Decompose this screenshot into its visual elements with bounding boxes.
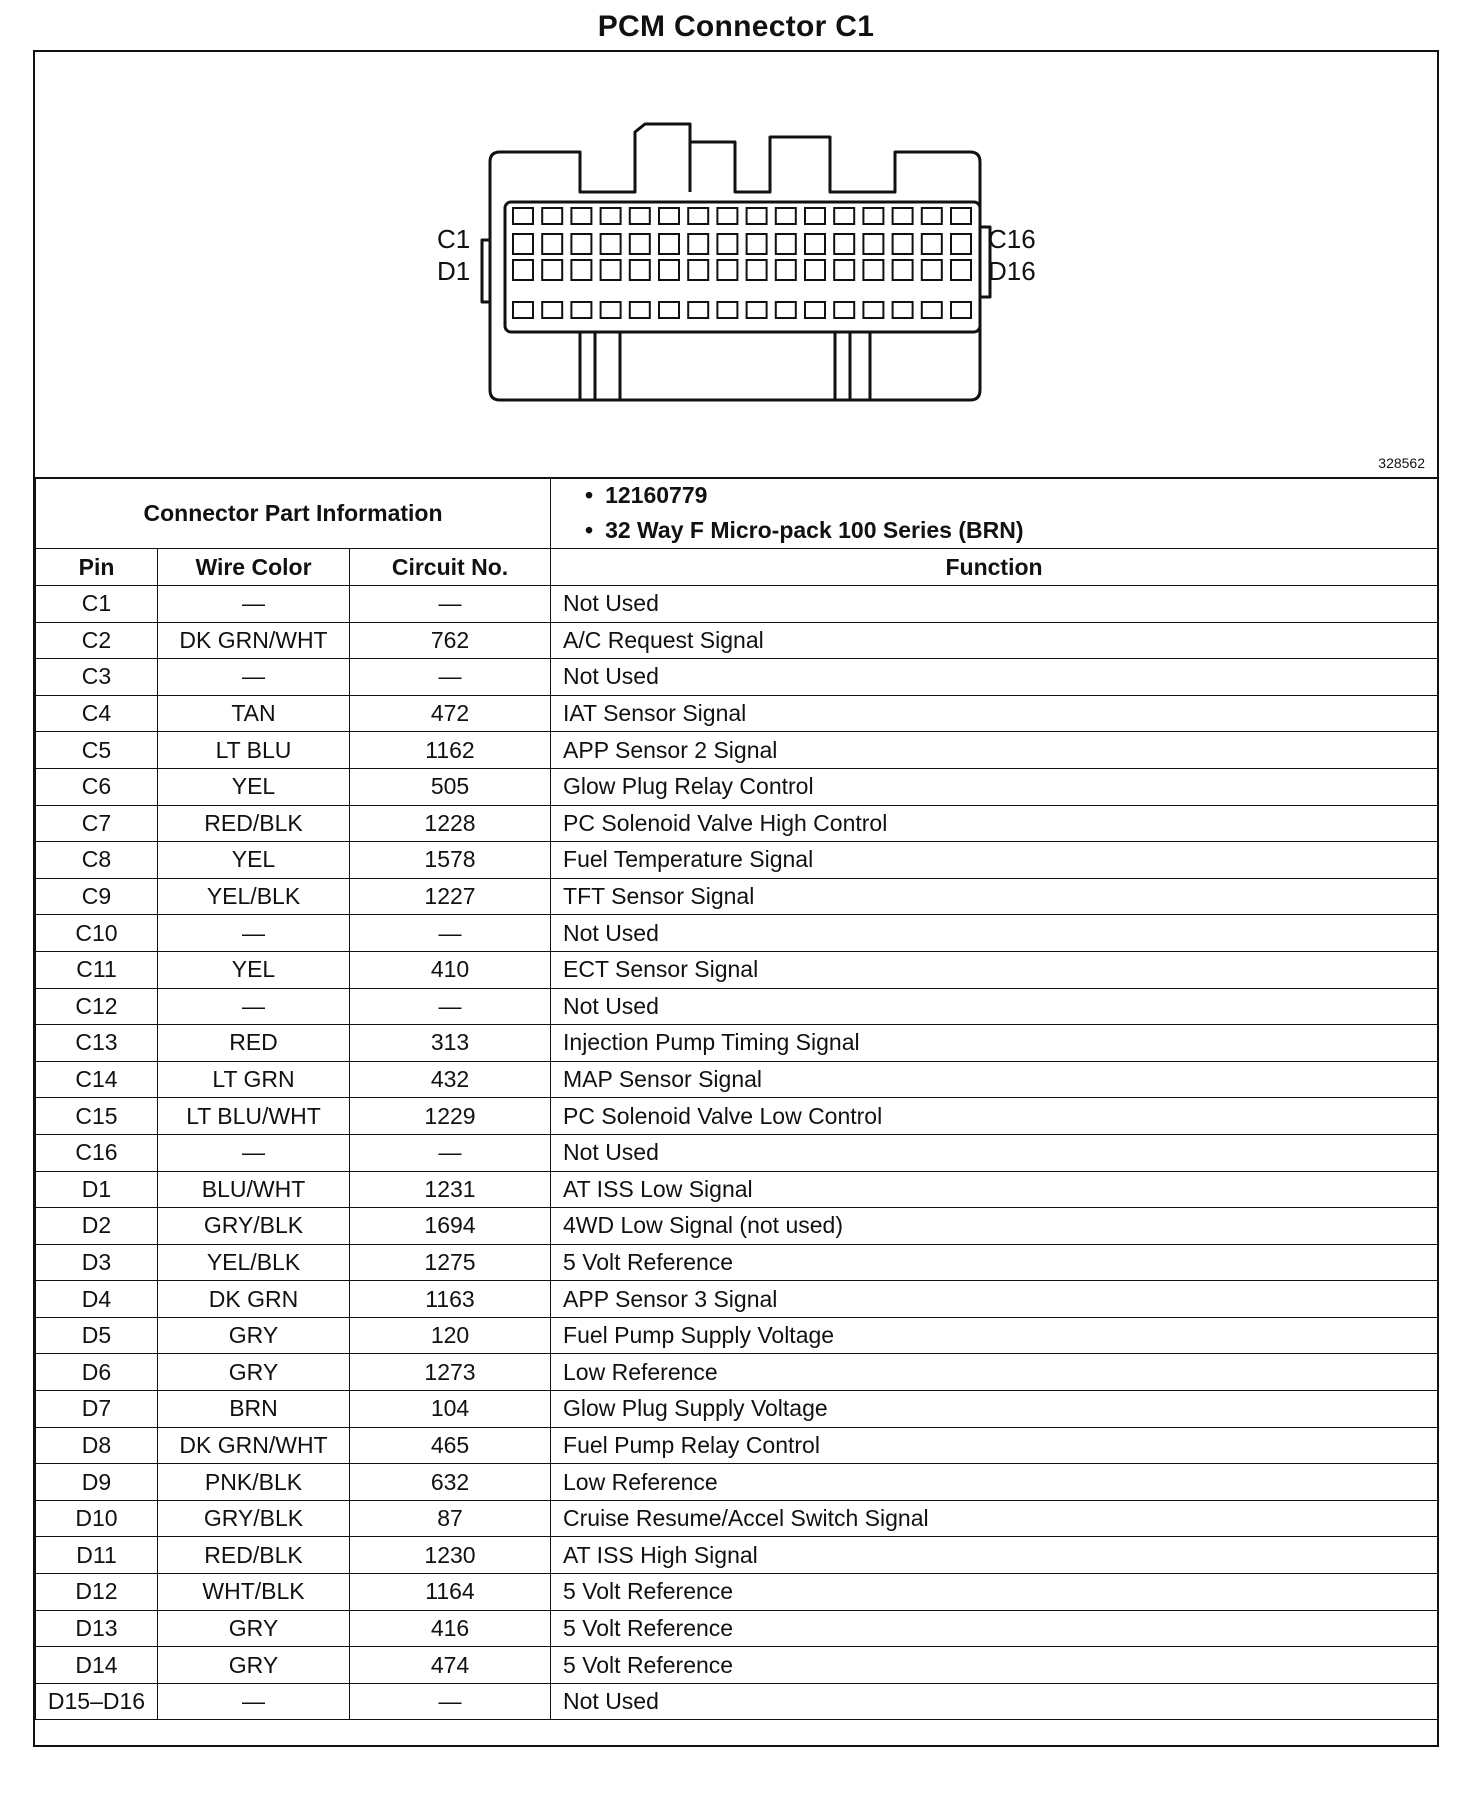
table-row [36, 1244, 1438, 1281]
table-row [36, 1025, 1438, 1062]
pin-cavity [776, 234, 796, 254]
pin-cell: D7 [36, 1391, 158, 1428]
table-row [36, 1391, 1438, 1428]
wire-color-cell: GRY/BLK [158, 1500, 350, 1537]
pin-cell: D14 [36, 1647, 158, 1684]
pin-cavity [951, 234, 971, 254]
wire-color-cell: YEL/BLK [158, 878, 350, 915]
wire-color-cell: — [158, 1134, 350, 1171]
circuit-cell: 1228 [350, 805, 551, 842]
function-cell: Injection Pump Timing Signal [551, 1025, 1438, 1062]
function-cell: 5 Volt Reference [551, 1647, 1438, 1684]
pin-cell: D11 [36, 1537, 158, 1574]
pin-cavity [922, 302, 942, 318]
pin-cavity [571, 234, 591, 254]
table-row [36, 768, 1438, 805]
pin-cell: C15 [36, 1098, 158, 1135]
wire-color-cell: GRY [158, 1317, 350, 1354]
label-d16: D16 [988, 256, 1036, 286]
wire-color-cell: DK GRN/WHT [158, 1427, 350, 1464]
pin-cavity [893, 302, 913, 318]
pin-cavity [513, 208, 533, 224]
table-row [36, 732, 1438, 769]
function-cell: Fuel Temperature Signal [551, 842, 1438, 879]
figure-id: 328562 [1378, 455, 1425, 471]
pin-cell: C12 [36, 988, 158, 1025]
pin-cavity [571, 302, 591, 318]
pin-cavity [747, 260, 767, 280]
table-row [36, 915, 1438, 952]
wire-color-cell: DK GRN/WHT [158, 622, 350, 659]
pin-cell: C5 [36, 732, 158, 769]
pin-cavity [630, 208, 650, 224]
function-cell: Not Used [551, 586, 1438, 623]
label-d1: D1 [437, 256, 471, 286]
circuit-cell: 87 [350, 1500, 551, 1537]
table-row [36, 1061, 1438, 1098]
pin-cell: C2 [36, 622, 158, 659]
function-cell: Not Used [551, 915, 1438, 952]
wire-color-cell: WHT/BLK [158, 1574, 350, 1611]
pin-cavity [659, 260, 679, 280]
function-cell: Glow Plug Relay Control [551, 768, 1438, 805]
pin-cavity [601, 234, 621, 254]
pin-cavity [805, 260, 825, 280]
circuit-cell: 472 [350, 695, 551, 732]
pin-cavity [542, 234, 562, 254]
connector-description: • 32 Way F Micro-pack 100 Series (BRN) [585, 513, 1437, 548]
pin-cell: C7 [36, 805, 158, 842]
circuit-cell: 1694 [350, 1208, 551, 1245]
wire-color-cell: RED/BLK [158, 1537, 350, 1574]
function-cell: MAP Sensor Signal [551, 1061, 1438, 1098]
pin-cavity [513, 260, 533, 280]
function-cell: Glow Plug Supply Voltage [551, 1391, 1438, 1428]
pin-cell: C13 [36, 1025, 158, 1062]
pin-cell: D12 [36, 1574, 158, 1611]
wire-color-cell: GRY/BLK [158, 1208, 350, 1245]
circuit-cell: — [350, 988, 551, 1025]
table-row [36, 842, 1438, 879]
pin-cavity [717, 234, 737, 254]
pin-cavity [659, 208, 679, 224]
connector-frame [33, 50, 1439, 1747]
function-cell: A/C Request Signal [551, 622, 1438, 659]
pin-cell: D6 [36, 1354, 158, 1391]
function-cell: PC Solenoid Valve High Control [551, 805, 1438, 842]
pin-cavity [717, 302, 737, 318]
label-c1: C1 [437, 224, 471, 254]
function-cell: Fuel Pump Supply Voltage [551, 1317, 1438, 1354]
pin-cell: C1 [36, 586, 158, 623]
wire-color-cell: — [158, 915, 350, 952]
wire-color-cell: RED [158, 1025, 350, 1062]
circuit-cell: — [350, 586, 551, 623]
wire-color-cell: DK GRN [158, 1281, 350, 1318]
function-cell: 5 Volt Reference [551, 1574, 1438, 1611]
circuit-cell: 1230 [350, 1537, 551, 1574]
pin-cell: D10 [36, 1500, 158, 1537]
column-header-wire-color: Wire Color [158, 549, 350, 586]
wire-color-cell: GRY [158, 1647, 350, 1684]
pin-cavity [863, 234, 883, 254]
pin-cavity [513, 234, 533, 254]
pin-cavity [951, 208, 971, 224]
header-row [36, 549, 1438, 586]
pin-cavity [630, 302, 650, 318]
wire-color-cell: BLU/WHT [158, 1171, 350, 1208]
pin-cell: C4 [36, 695, 158, 732]
wire-color-cell: LT GRN [158, 1061, 350, 1098]
circuit-cell: 1164 [350, 1574, 551, 1611]
table-row [36, 1134, 1438, 1171]
pin-cell: D15–D16 [36, 1683, 158, 1720]
pin-cavity [571, 260, 591, 280]
table-row [36, 988, 1438, 1025]
wire-color-cell: BRN [158, 1391, 350, 1428]
wire-color-cell: GRY [158, 1354, 350, 1391]
circuit-cell: 104 [350, 1391, 551, 1428]
circuit-cell: 762 [350, 622, 551, 659]
function-cell: TFT Sensor Signal [551, 878, 1438, 915]
pin-cell: D3 [36, 1244, 158, 1281]
function-cell: 5 Volt Reference [551, 1244, 1438, 1281]
connector-info-row [36, 478, 1438, 549]
pin-cavity [893, 234, 913, 254]
wire-color-cell: GRY [158, 1610, 350, 1647]
pin-cavity [922, 260, 942, 280]
pin-cavity [688, 234, 708, 254]
connector-diagram [35, 52, 1437, 479]
pinout-table [35, 477, 1438, 1720]
table-row [36, 1427, 1438, 1464]
pin-cavity [863, 208, 883, 224]
table-row [36, 695, 1438, 732]
wire-color-cell: LT BLU [158, 732, 350, 769]
table-row [36, 622, 1438, 659]
function-cell: Not Used [551, 659, 1438, 696]
circuit-cell: 1231 [350, 1171, 551, 1208]
function-cell: APP Sensor 3 Signal [551, 1281, 1438, 1318]
pin-cavity [601, 208, 621, 224]
function-cell: Not Used [551, 988, 1438, 1025]
pin-cavity [805, 302, 825, 318]
label-c16: C16 [988, 224, 1036, 254]
table-row [36, 1500, 1438, 1537]
circuit-cell: 416 [350, 1610, 551, 1647]
table-row [36, 878, 1438, 915]
pin-cell: D13 [36, 1610, 158, 1647]
wire-color-cell: — [158, 659, 350, 696]
wire-color-cell: YEL [158, 842, 350, 879]
pin-cavity [776, 260, 796, 280]
table-row [36, 1610, 1438, 1647]
wire-color-cell: — [158, 988, 350, 1025]
pin-cavity [542, 208, 562, 224]
table-row [36, 805, 1438, 842]
function-cell: PC Solenoid Valve Low Control [551, 1098, 1438, 1135]
function-cell: 5 Volt Reference [551, 1610, 1438, 1647]
table-row [36, 1098, 1438, 1135]
pin-cavity [834, 302, 854, 318]
pin-cell: C10 [36, 915, 158, 952]
circuit-cell: 410 [350, 951, 551, 988]
table-row [36, 951, 1438, 988]
table-row [36, 1647, 1438, 1684]
circuit-cell: — [350, 1134, 551, 1171]
pin-cavity [776, 208, 796, 224]
table-row [36, 1574, 1438, 1611]
wire-color-cell: YEL/BLK [158, 1244, 350, 1281]
circuit-cell: 474 [350, 1647, 551, 1684]
pin-cell: D1 [36, 1171, 158, 1208]
pin-cavity [805, 234, 825, 254]
wire-color-cell: — [158, 1683, 350, 1720]
function-cell: ECT Sensor Signal [551, 951, 1438, 988]
table-row [36, 1208, 1438, 1245]
function-cell: Not Used [551, 1683, 1438, 1720]
pin-cell: D9 [36, 1464, 158, 1501]
pin-cavity [571, 208, 591, 224]
pin-cavity [805, 208, 825, 224]
circuit-cell: 632 [350, 1464, 551, 1501]
pin-cavity [863, 260, 883, 280]
pin-cell: C3 [36, 659, 158, 696]
circuit-cell: 313 [350, 1025, 551, 1062]
function-cell: APP Sensor 2 Signal [551, 732, 1438, 769]
page-title: PCM Connector C1 [597, 10, 875, 43]
pin-cavity [893, 208, 913, 224]
circuit-cell: — [350, 915, 551, 952]
pin-cavity [513, 302, 533, 318]
function-cell: Cruise Resume/Accel Switch Signal [551, 1500, 1438, 1537]
pin-cell: D4 [36, 1281, 158, 1318]
pin-cavity [747, 234, 767, 254]
table-row [36, 1171, 1438, 1208]
pin-cavity [688, 302, 708, 318]
circuit-cell: 1273 [350, 1354, 551, 1391]
pin-cell: C11 [36, 951, 158, 988]
table-row [36, 1354, 1438, 1391]
circuit-cell: 1227 [350, 878, 551, 915]
table-row [36, 586, 1438, 623]
function-cell: Not Used [551, 1134, 1438, 1171]
wire-color-cell: — [158, 586, 350, 623]
pin-cavity [659, 234, 679, 254]
pin-cavity [659, 302, 679, 318]
pin-cavity [630, 234, 650, 254]
pin-cavity [688, 208, 708, 224]
function-cell: 4WD Low Signal (not used) [551, 1208, 1438, 1245]
pin-cavity [951, 260, 971, 280]
circuit-cell: 1229 [350, 1098, 551, 1135]
pin-cavity [922, 234, 942, 254]
connector-info-header: Connector Part Information [36, 478, 551, 549]
circuit-cell: 1162 [350, 732, 551, 769]
pin-cavity [601, 260, 621, 280]
wire-color-cell: LT BLU/WHT [158, 1098, 350, 1135]
pin-cavity [893, 260, 913, 280]
table-row [36, 1537, 1438, 1574]
table-row [36, 1317, 1438, 1354]
pin-cavity [834, 260, 854, 280]
pin-cell: D8 [36, 1427, 158, 1464]
circuit-cell: 1163 [350, 1281, 551, 1318]
circuit-cell: 1578 [350, 842, 551, 879]
pin-cell: D2 [36, 1208, 158, 1245]
table-row [36, 659, 1438, 696]
connector-info-values [551, 478, 1438, 549]
pin-cell: C14 [36, 1061, 158, 1098]
pin-cavity [717, 260, 737, 280]
pin-cell: C9 [36, 878, 158, 915]
wire-color-cell: PNK/BLK [158, 1464, 350, 1501]
circuit-cell: 505 [350, 768, 551, 805]
circuit-cell: 432 [350, 1061, 551, 1098]
pin-cavity [717, 208, 737, 224]
function-cell: AT ISS Low Signal [551, 1171, 1438, 1208]
connector-outline-drawing [35, 52, 1437, 477]
part-number: • 12160779 [585, 478, 1437, 513]
pin-cavity [688, 260, 708, 280]
circuit-cell: — [350, 1683, 551, 1720]
table-row [36, 1683, 1438, 1720]
column-header-pin: Pin [36, 549, 158, 586]
pin-cell: C8 [36, 842, 158, 879]
function-cell: Low Reference [551, 1464, 1438, 1501]
table-row [36, 1281, 1438, 1318]
pin-cavity [601, 302, 621, 318]
column-header-circuit: Circuit No. [350, 549, 551, 586]
pin-cavity [834, 234, 854, 254]
wire-color-cell: TAN [158, 695, 350, 732]
pin-cavity [542, 302, 562, 318]
function-cell: IAT Sensor Signal [551, 695, 1438, 732]
wire-color-cell: YEL [158, 768, 350, 805]
pin-cavity [747, 208, 767, 224]
pin-cell: D5 [36, 1317, 158, 1354]
column-header-function: Function [551, 549, 1438, 586]
pin-cavity [747, 302, 767, 318]
wire-color-cell: RED/BLK [158, 805, 350, 842]
function-cell: Fuel Pump Relay Control [551, 1427, 1438, 1464]
function-cell: Low Reference [551, 1354, 1438, 1391]
pin-cavity [863, 302, 883, 318]
pin-cavity [834, 208, 854, 224]
pin-cell: C6 [36, 768, 158, 805]
pin-cavity [922, 208, 942, 224]
pin-cavity [542, 260, 562, 280]
circuit-cell: 120 [350, 1317, 551, 1354]
pin-cell: C16 [36, 1134, 158, 1171]
table-row [36, 1464, 1438, 1501]
pin-cavity [951, 302, 971, 318]
circuit-cell: — [350, 659, 551, 696]
pin-cavity [630, 260, 650, 280]
circuit-cell: 465 [350, 1427, 551, 1464]
pin-cavity [776, 302, 796, 318]
circuit-cell: 1275 [350, 1244, 551, 1281]
wire-color-cell: YEL [158, 951, 350, 988]
function-cell: AT ISS High Signal [551, 1537, 1438, 1574]
